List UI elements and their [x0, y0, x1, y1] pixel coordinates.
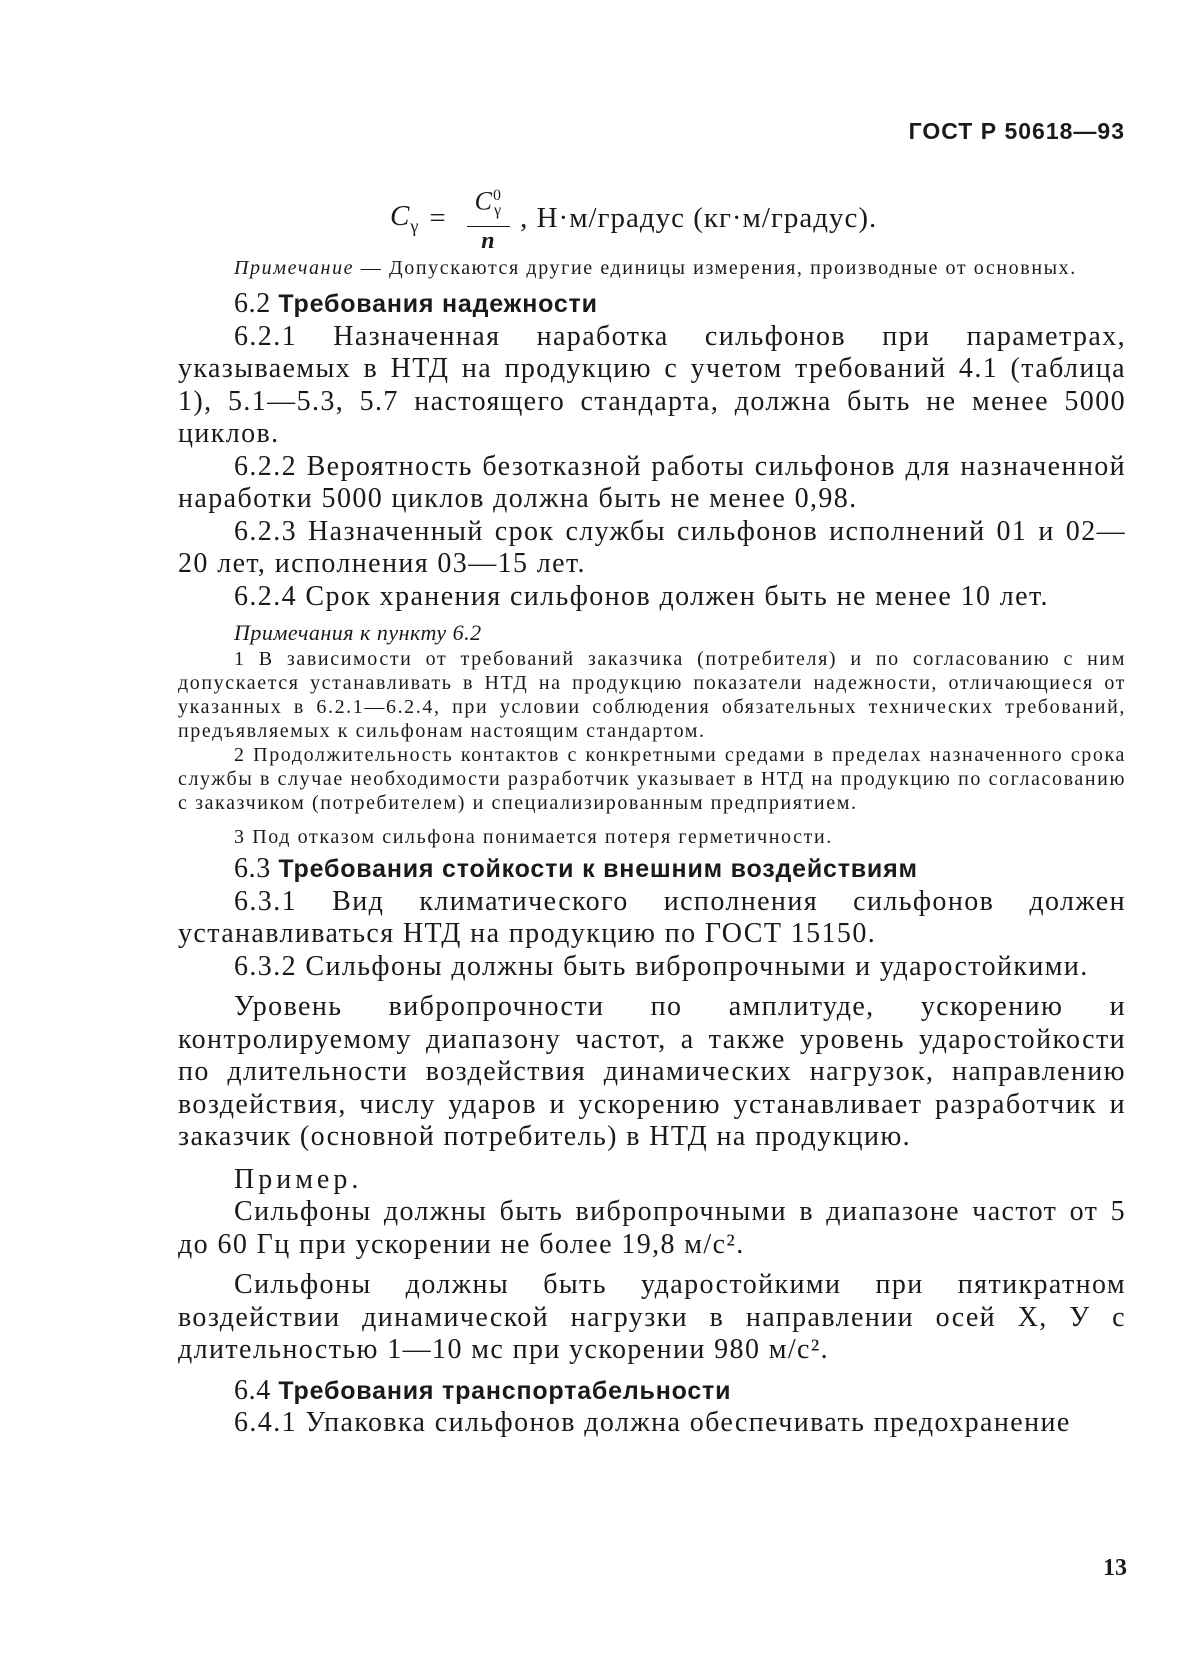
note-text: — Допускаются другие единицы измерения, производные от основных. — [354, 257, 1077, 279]
clause-6-2-2: 6.2.2 Вероятность безотказной работы сильфонов для назначенной наработки 5000 циклов должна быть не менее 0,98. — [178, 450, 1126, 514]
section-6-3-heading: 6.3 Требования стойкости к внешним воздействиям — [234, 853, 918, 884]
formula-fraction — [467, 181, 510, 256]
clause-6-3-2: 6.3.2 Сильфоны должны быть вибропрочными и ударостойкими. — [234, 950, 1089, 982]
formula-denominator: n — [481, 228, 496, 255]
document-body — [178, 256, 1126, 1440]
note-1: 1 В зависимости от требований заказчика (потребителя) и по согласованию с ним допускается устанавливать в НТД на продукцию показатели надежности, отличающиеся от указанных в 6.2.1—6.2.4, при условии соблюдения обязательных технических требований, предъявляемых к сильфонам настоящим стандартом. — [178, 648, 1126, 742]
clause-6-2-1: 6.2.1 Назначенная наработка сильфонов при параметрах, указываемых в НТД на продукцию с учетом требований 4.1 (таблица 1), 5.1—5.3, 5.7 настоящего стандарта, должна быть не менее 5000 циклов. — [178, 320, 1126, 449]
stiffness-formula — [390, 178, 877, 258]
clause-6-4-1: 6.4.1 Упаковка сильфонов должна обеспечивать предохранение — [234, 1407, 1071, 1438]
formula-units: , Н·м/градус (кг·м/градус). — [520, 201, 878, 234]
example-label: Пример. — [234, 1163, 363, 1195]
formula-lhs: $C_\gamma$ — [390, 199, 420, 236]
example-shock: Сильфоны должны быть ударостойкими при пятикратном воздействии динамической нагрузки в направлении осей X, У с длительностью 1—10 мс при ускорении 980 м/с². — [178, 1269, 1126, 1365]
notes-heading: Примечания к пункту 6.2 — [234, 620, 482, 645]
formula-numerator: $C^0_\gamma$ — [467, 181, 510, 228]
note-2: 2 Продолжительность контактов с конкретными средами в пределах назначенного срока службы в случае необходимости разработчик указывает в НТД на продукцию по согласованию с заказчиком (потребителем) и специализированным предприятием. — [178, 744, 1126, 814]
clause-6-3-2-details: Уровень вибропрочности по амплитуде, ускорению и контролируемому диапазону частот, а также уровень ударостойкости по длительности воздействия динамических нагрузок, направлению воздействия, числу ударов и ускорению устанавливает разработчик и заказчик (основной потребитель) в НТД на продукцию. — [178, 991, 1126, 1152]
clause-6-2-4: 6.2.4 Срок хранения сильфонов должен быть не менее 10 лет. — [234, 580, 1049, 612]
clause-6-2-3: 6.2.3 Назначенный срок службы сильфонов исполнений 01 и 02—20 лет, исполнения 03—15 лет. — [178, 515, 1126, 579]
example-vibration: Сильфоны должны быть вибропрочными в диапазоне частот от 5 до 60 Гц при ускорении не более 19,8 м/с². — [178, 1196, 1126, 1260]
section-6-4-heading: 6.4 Требования транспортабельности — [234, 1374, 732, 1406]
section-6-2-heading: 6.2 Требования надежности — [234, 288, 598, 319]
clause-6-3-1: 6.3.1 Вид климатического исполнения сильфонов должен устанавливаться НТД на продукцию по ГОСТ 15150. — [178, 885, 1126, 949]
formula-equals: = — [429, 201, 447, 234]
note-units — [178, 256, 1126, 280]
note-label: Примечание — [234, 257, 355, 279]
page-number: 13 — [1103, 1555, 1127, 1581]
note-3: 3 Под отказом сильфона понимается потеря герметичности. — [234, 826, 833, 848]
standard-header: ГОСТ Р 50618—93 — [908, 118, 1125, 144]
